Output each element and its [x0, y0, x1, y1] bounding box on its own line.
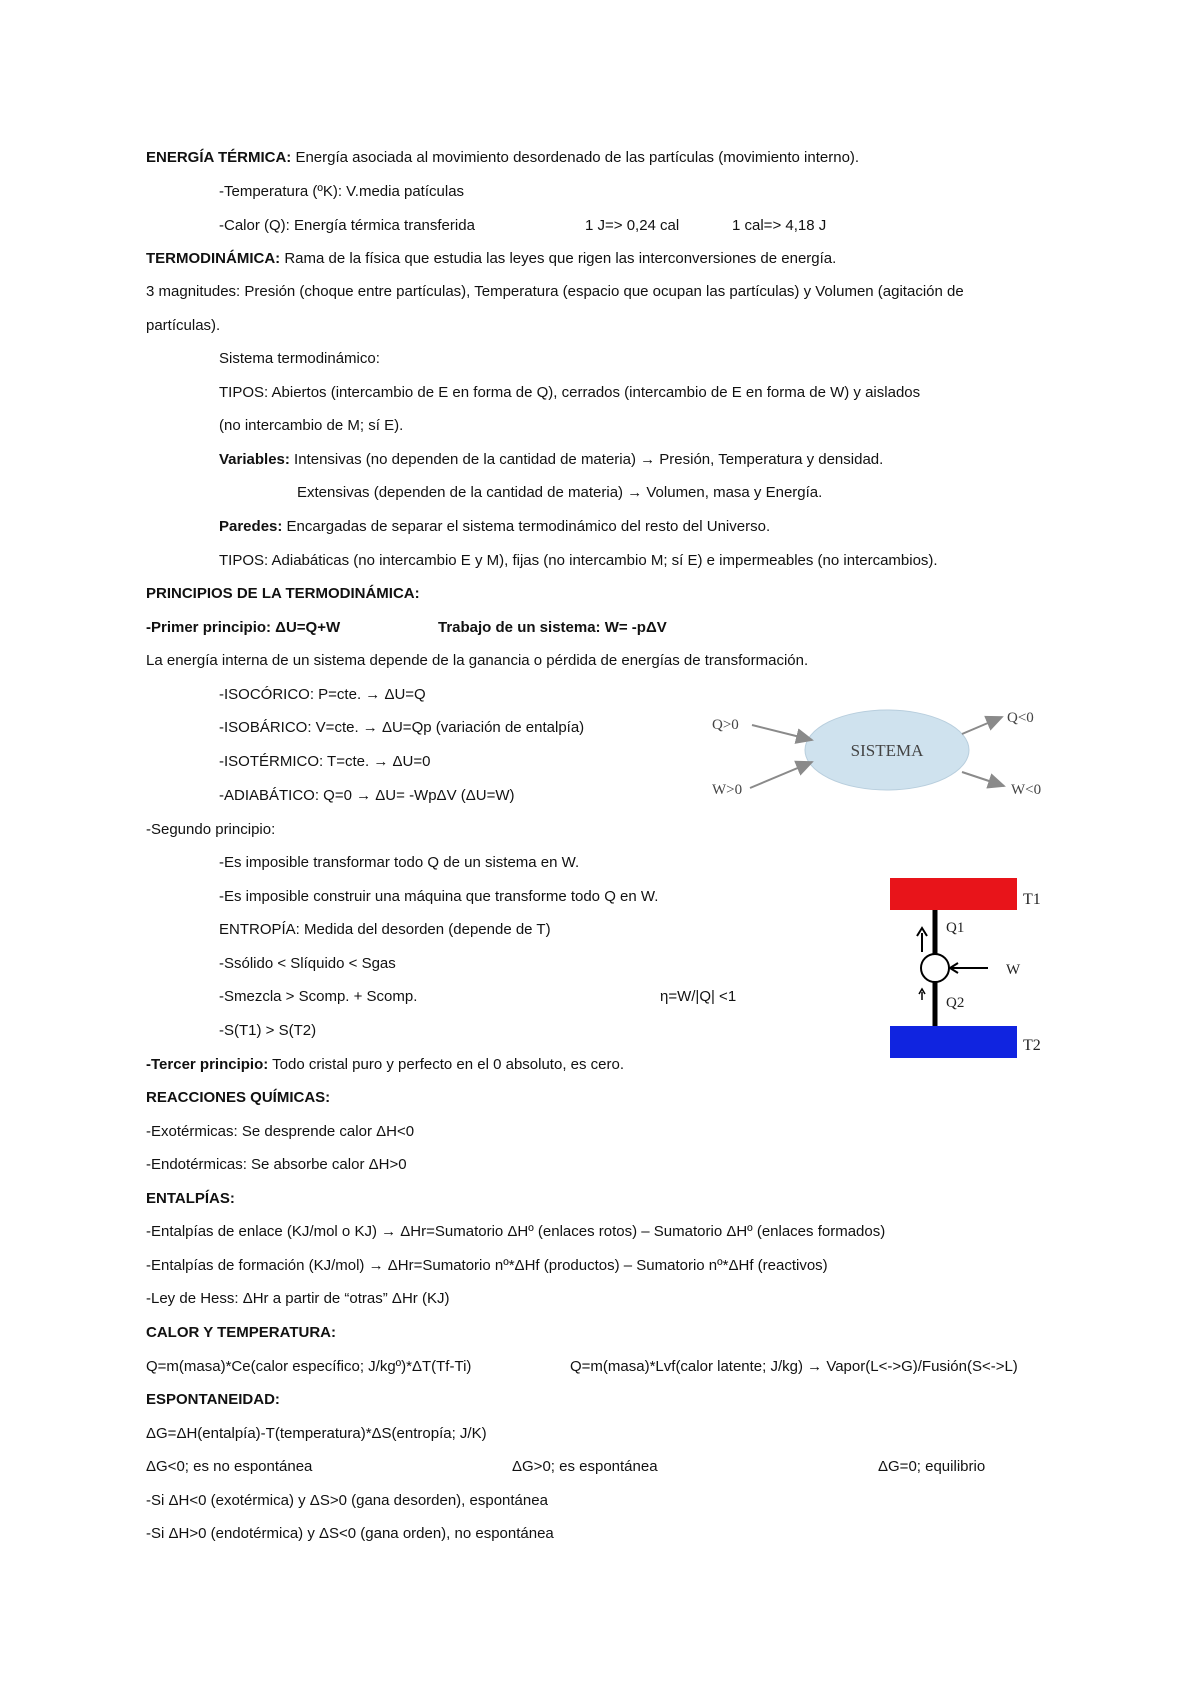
line-tipos-sistemas: TIPOS: Abiertos (intercambio de E en forma de Q), cerrados (intercambio de E en forma de W) y aislados: [219, 384, 921, 401]
line-variables: [219, 450, 883, 470]
label-t2: T2: [1023, 1037, 1041, 1054]
line-trabajo-sistema: Trabajo de un sistema: W= -pΔV: [438, 619, 667, 636]
maquina-termica-diagram: [880, 870, 1060, 1070]
label-w-in: W>0: [712, 782, 743, 798]
sistema-label: SISTEMA: [850, 741, 924, 760]
heading-variables: Variables:: [219, 451, 290, 468]
line-isocorico: -ISOCÓRICO: P=cte. → ΔU=Q: [219, 686, 426, 703]
line-isobarico: -ISOBÁRICO: V=cte. → ΔU=Qp (variación de entalpía): [219, 719, 585, 736]
heading-termodinamica: TERMODINÁMICA:: [146, 250, 281, 267]
heading-tercer-principio: -Tercer principio:: [146, 1056, 269, 1073]
line-energia-termica: [146, 148, 859, 168]
line-gibbs: ΔG=ΔH(entalpía)-T(temperatura)*ΔS(entropía; J/K): [146, 1425, 487, 1442]
line-isotermico: -ISOTÉRMICO: T=cte. → ΔU=0: [219, 753, 431, 770]
heading-reacciones-quimicas: REACCIONES QUÍMICAS:: [146, 1089, 331, 1106]
line-segundo-1: -Es imposible transformar todo Q de un sistema en W.: [219, 854, 580, 871]
arrow-q-in: [752, 725, 812, 740]
heading-entalpias: ENTALPÍAS:: [146, 1190, 235, 1207]
label-q-out: Q<0: [1007, 710, 1034, 726]
line-energia-interna: La energía interna de un sistema depende de la ganancia o pérdida de energías de transformación.: [146, 652, 809, 669]
text-variables-intensivas: Intensivas (no dependen de la cantidad de materia) → Presión, Temperatura y densidad.: [289, 451, 884, 468]
arrow-q-out: [962, 717, 1002, 734]
conversion-cal-j: 1 cal=> 4,18 J: [732, 217, 827, 234]
line-termodinamica: [146, 249, 836, 269]
line-calor-latente: Q=m(masa)*Lvf(calor latente; J/kg) → Vapor(L<->G)/Fusión(S<->L): [570, 1358, 1018, 1375]
conversion-j-cal: 1 J=> 0,24 cal: [585, 217, 680, 234]
line-particulas: partículas).: [146, 317, 221, 334]
line-entropia: ENTROPÍA: Medida del desorden (depende de T): [219, 921, 551, 938]
line-calor-especifico: Q=m(masa)*Ce(calor específico; J/kgº)*ΔT(Tf-Ti): [146, 1358, 472, 1375]
line-s-mezcla: -Smezcla > Scomp. + Scomp.: [219, 988, 418, 1005]
line-g-cero: ΔG=0; equilibrio: [878, 1458, 986, 1475]
line-segundo-2: -Es imposible construir una máquina que transforme todo Q en W.: [219, 888, 659, 905]
line-s-estados: -Ssólido < Slíquido < Sgas: [219, 955, 396, 972]
label-w-out: W<0: [1011, 782, 1042, 798]
text-energia-termica: Energía asociada al movimiento desordenado de las partículas (movimiento interno).: [291, 149, 860, 166]
line-paredes: [219, 517, 770, 537]
text-tercer-principio: Todo cristal puro y perfecto en el 0 absoluto, es cero.: [268, 1056, 625, 1073]
line-entalpias-formacion: -Entalpías de formación (KJ/mol) → ΔHr=Sumatorio nº*ΔHf (productos) – Sumatorio nº*ΔHf (reactivos): [146, 1257, 828, 1274]
line-rendimiento: η=W/|Q| <1: [660, 988, 737, 1005]
label-q-in: Q>0: [712, 717, 739, 733]
label-q1: Q1: [946, 920, 965, 936]
heading-energia-termica: ENERGÍA TÉRMICA:: [146, 149, 292, 166]
foco-caliente: [890, 878, 1017, 910]
line-s-temperatura: -S(T1) > S(T2): [219, 1022, 317, 1039]
line-extensivas: Extensivas (dependen de la cantidad de materia) → Volumen, masa y Energía.: [297, 484, 823, 501]
arrow-w-in: [750, 762, 812, 788]
line-espontanea: -Si ΔH<0 (exotérmica) y ΔS>0 (gana desorden), espontánea: [146, 1492, 548, 1509]
foco-frio: [890, 1026, 1017, 1058]
sistema-diagram: [700, 700, 1055, 810]
heading-espontaneidad: ESPONTANEIDAD:: [146, 1391, 280, 1408]
heading-paredes: Paredes:: [219, 518, 283, 535]
line-exotermicas: -Exotérmicas: Se desprende calor ΔH<0: [146, 1123, 415, 1140]
heading-principios: PRINCIPIOS DE LA TERMODINÁMICA:: [146, 585, 420, 602]
line-tipos-paredes: TIPOS: Adiabáticas (no intercambio E y M), fijas (no intercambio M; sí E) e impermeables (no intercambios).: [219, 552, 938, 569]
line-primer-principio: -Primer principio: ΔU=Q+W: [146, 619, 341, 636]
text-termodinamica: Rama de la física que estudia las leyes que rigen las interconversiones de energía.: [280, 250, 837, 267]
label-t1: T1: [1023, 891, 1041, 908]
maquina-circulo: [921, 954, 949, 982]
line-tercer-principio: [146, 1055, 624, 1075]
line-endotermicas: -Endotérmicas: Se absorbe calor ΔH>0: [146, 1156, 407, 1173]
line-magnitudes: 3 magnitudes: Presión (choque entre partículas), Temperatura (espacio que ocupan las partículas) y Volumen (agitación de: [146, 283, 964, 300]
heading-calor-temperatura: CALOR Y TEMPERATURA:: [146, 1324, 337, 1341]
label-w: W: [1006, 962, 1021, 978]
text-paredes: Encargadas de separar el sistema termodinámico del resto del Universo.: [282, 518, 771, 535]
line-calor: -Calor (Q): Energía térmica transferida: [219, 217, 475, 234]
line-aislados: (no intercambio de M; sí E).: [219, 417, 404, 434]
line-g-positivo: ΔG>0; es espontánea: [512, 1458, 658, 1475]
line-g-negativo: ΔG<0; es no espontánea: [146, 1458, 313, 1475]
label-q2: Q2: [946, 995, 965, 1011]
line-no-espontanea: -Si ΔH>0 (endotérmica) y ΔS<0 (gana orden), no espontánea: [146, 1525, 554, 1542]
line-ley-hess: -Ley de Hess: ΔHr a partir de “otras” ΔHr (KJ): [146, 1290, 450, 1307]
line-adiabatico: -ADIABÁTICO: Q=0 → ΔU= -WpΔV (ΔU=W): [219, 787, 515, 804]
line-entalpias-enlace: -Entalpías de enlace (KJ/mol o KJ) → ΔHr=Sumatorio ΔHº (enlaces rotos) – Sumatorio ΔHº (enlaces formados): [146, 1223, 886, 1240]
heading-sistema-termodinamico: Sistema termodinámico:: [219, 350, 380, 367]
arrow-w-out: [962, 772, 1004, 786]
heading-segundo-principio: -Segundo principio:: [146, 821, 276, 838]
line-temperatura: -Temperatura (ºK): V.media patículas: [219, 183, 465, 200]
